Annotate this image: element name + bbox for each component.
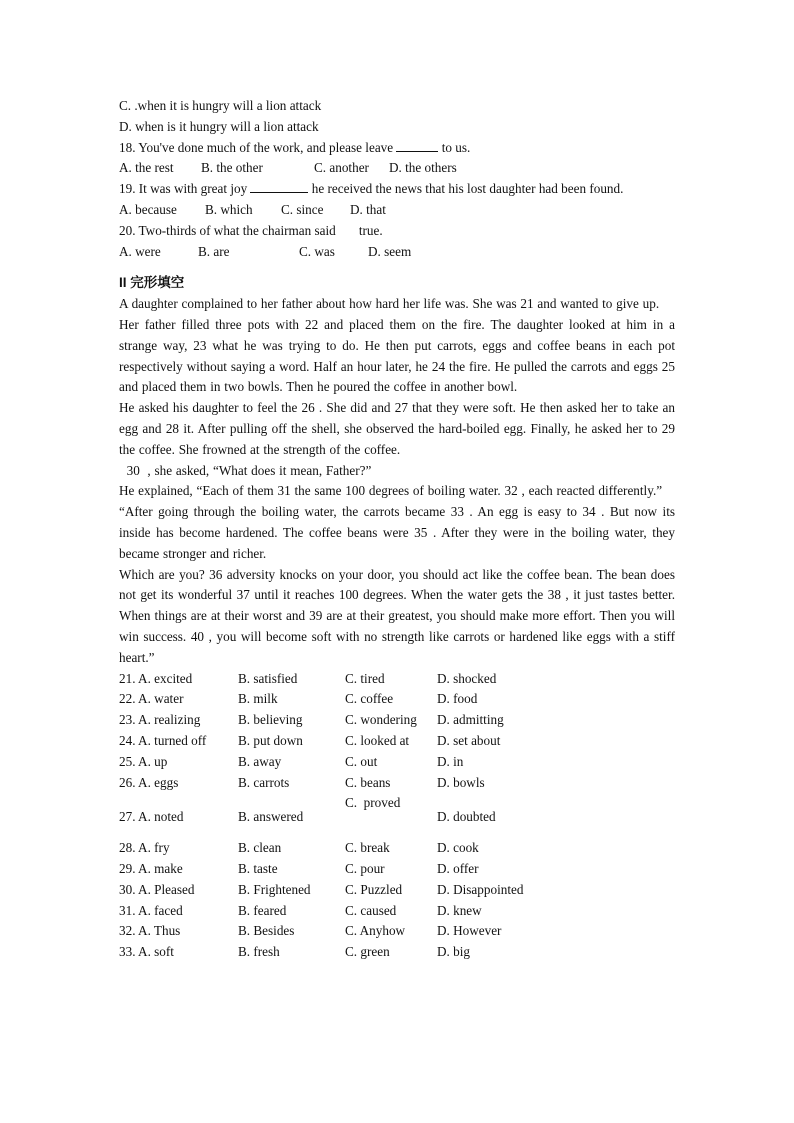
answer-row-28 [119,838,547,859]
answer-row-32 [119,921,547,942]
answer-row-22 [119,689,547,710]
answer-28-b: B. clean [238,840,282,856]
answer-28-a: 28. A. fry [119,840,170,856]
answer-22-b: B. milk [238,691,278,707]
answer-23-b: B. believing [238,712,303,728]
question-19-option-b: B. which [205,201,253,217]
question-18-stem [119,138,675,159]
question-19-blank [250,180,308,193]
worksheet-page [119,96,675,963]
answer-24-d: D. set about [437,732,501,748]
answer-24-c: C. looked at [345,732,410,748]
answer-row-33 [119,942,547,963]
answer-row-21 [119,669,547,690]
answer-31-b: B. feared [238,902,287,918]
question-20-option-d: D. seem [368,243,412,259]
question-18-option-a: A. the rest [119,160,174,176]
answer-33-d: D. big [437,944,470,960]
answer-29-a: 29. A. make [119,861,183,877]
answer-30-c: C. Puzzled [345,881,403,897]
prev-option-d: D. when is it hungry will a lion attack [119,118,319,134]
question-18-blank [396,139,438,152]
answer-23-d: D. admitting [437,712,504,728]
question-20-options [119,242,675,263]
prev-option-c: C. .when it is hungry will a lion attack [119,98,322,113]
answer-21-b: B. satisfied [238,670,298,686]
question-19-stem-before: 19. It was with great joy [119,181,248,197]
answer-24-a: 24. A. turned off [119,732,207,748]
answer-29-d: D. offer [437,861,479,877]
answer-30-b: B. Frightened [238,881,311,897]
section-heading: II 完形填空 [119,275,185,291]
answer-28-c: C. break [345,840,390,856]
question-18-option-d: D. the others [389,160,457,176]
answer-26-a: 26. A. eggs [119,774,179,790]
question-18-stem-before: 18. You've done much of the work, and please leave [119,139,394,155]
answer-25-d: D. in [437,753,464,769]
question-19-option-d: D. that [350,201,386,217]
answer-21-c: C. tired [345,670,385,686]
answer-31-a: 31. A. faced [119,902,183,918]
question-20-option-a: A. were [119,243,161,259]
answer-row-27 [119,793,547,838]
passage-paragraph-7: Which are you? 36 adversity knocks on your door, you should act like the coffee bean. The bean does not get its wonderful 37 until it reaches 100 degrees. When the water gets the 38 , it just tastes better. When things are at their worst and 39 are at their greatest, you should make more effort. Then you will win success. 40 , you will become soft with no strength like carrots or hardened like eggs with a stiff heart.” [119,566,675,665]
answer-27-a: 27. A. noted [119,809,184,825]
answer-26-c: C. beans [345,774,391,790]
question-18-options [119,158,675,179]
answer-29-b: B. taste [238,861,278,877]
passage-paragraph-4: 30 , she asked, “What does it mean, Father?” [119,462,372,478]
answer-22-a: 22. A. water [119,691,184,707]
question-18-option-c: C. another [314,160,369,176]
answer-25-c: C. out [345,753,378,769]
answer-21-a: 21. A. excited [119,670,193,686]
passage-paragraph-5: He explained, “Each of them 31 the same 100 degrees of boiling water. 32 , each reacted differently.” [119,483,663,499]
answer-27-d: D. doubted [437,809,496,825]
answer-row-29 [119,859,547,880]
answer-29-c: C. pour [345,861,385,877]
answer-30-a: 30. A. Pleased [119,881,195,897]
answer-32-b: B. Besides [238,923,295,939]
answer-31-d: D. knew [437,902,482,918]
question-18-option-b: B. the other [201,160,263,176]
answer-23-a: 23. A. realizing [119,712,201,728]
question-20-option-b: B. are [198,243,230,259]
answer-row-30 [119,880,547,901]
answer-row-23 [119,710,547,731]
answer-options-table [119,669,547,964]
passage-paragraph-6: “After going through the boiling water, the carrots became 33 . An egg is easy to 34 . But now its inside has become hardened. The coffee beans were 35 . After they were in the boiling water, they became stronger and richer. [119,504,675,561]
answer-row-24 [119,731,547,752]
question-18-stem-after: to us. [441,139,471,155]
question-19-options [119,200,675,221]
answer-24-b: B. put down [238,732,303,748]
answer-33-c: C. green [345,944,390,960]
question-19-option-a: A. because [119,201,177,217]
answer-25-b: B. away [238,753,282,769]
answer-32-d: D. However [437,923,502,939]
answer-25-a: 25. A. up [119,753,168,769]
answer-row-25 [119,752,547,773]
passage-paragraph-1: A daughter complained to her father about how hard her life was. She was 21 and wanted to give up. [119,296,660,312]
question-19-stem-after: he received the news that his lost daughter had been found. [311,181,624,197]
question-19-option-c: C. since [281,201,324,217]
answer-32-c: C. Anyhow [345,923,406,939]
answer-31-c: C. caused [345,902,397,918]
question-20-stem: 20. Two-thirds of what the chairman said true. [119,222,383,238]
answer-row-26 [119,773,547,794]
answer-23-c: C. wondering [345,712,417,728]
answer-30-d: D. Disappointed [437,881,524,897]
answer-27-b: B. answered [238,809,304,825]
answer-27-c: C. proved [345,795,401,811]
answer-32-a: 32. A. Thus [119,923,181,939]
answer-row-31 [119,901,547,922]
answer-21-d: D. shocked [437,670,497,686]
passage-paragraph-2: Her father filled three pots with 22 and placed them on the fire. The daughter looked at him in a strange way, 23 what he was trying to do. He then put carrots, eggs and coffee beans in each pot respectively without saying a word. Half an hour later, he 24 the fire. He pulled the carrots and eggs 25 and placed them in two bowls. Then he poured the coffee in another bowl. [119,316,675,395]
answer-22-c: C. coffee [345,691,394,707]
answer-26-d: D. bowls [437,774,485,790]
answer-33-a: 33. A. soft [119,944,174,960]
answer-22-d: D. food [437,691,478,707]
answer-28-d: D. cook [437,840,479,856]
answer-26-b: B. carrots [238,774,290,790]
answer-33-b: B. fresh [238,944,280,960]
question-19-stem [119,179,675,200]
question-20-option-c: C. was [299,243,335,259]
passage-paragraph-3: He asked his daughter to feel the 26 . She did and 27 that they were soft. He then asked her to take an egg and 28 it. After pulling off the shell, she observed the hard-boiled egg. Finally, he asked her to 29 the coffee. She frowned at the strength of the coffee. [119,400,675,457]
